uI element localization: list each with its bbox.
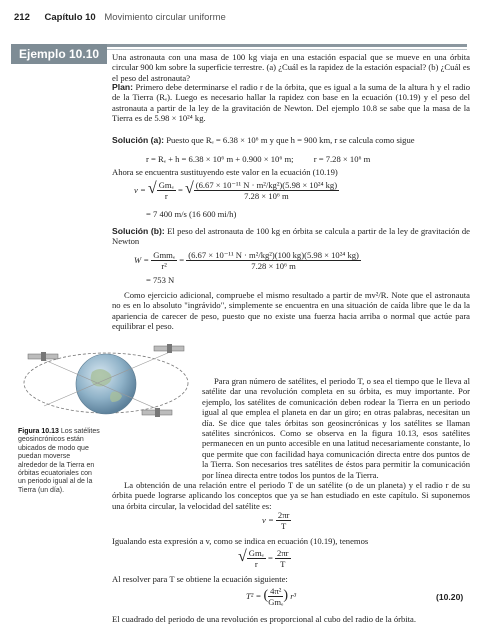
equation-equated-den: r bbox=[254, 559, 258, 570]
paragraph-relation: La obtención de una relación entre el periodo T de un satélite (o de un planeta) y el radio r de su órbita puede lograrse aplicando los conceptos que ya se han estudiado en este capítulo. Si suponemos una órbita circular, la velocidad del satélite es: bbox=[112, 480, 470, 511]
figure-caption-text: Los satélites geosincrónicos están ubicados de modo que puedan moverse alrededor de la Tierra en órbitas ecuatoriales con un periodo igual al de la Tierra (un día). bbox=[18, 428, 100, 494]
extra-exercise: Como ejercicio adicional, compruebe el mismo resultado a partir de mv²/R. Note que el astronauta no es en lo absoluto "ingrávido", simplemente se encuentra en una situación de caída libre que le da la apariencia de carecer de peso, puesto que no existe una fuerza hacia arriba o normal que actúe para equilibrar el peso. bbox=[112, 290, 470, 332]
plan-text: Primero debe determinarse el radio r de la órbita, que es igual a la suma de la altura h y el radio de la Tierra (Rₑ). Luego es necesario hallar la rapidez con base en la ecuación (10.19) y el peso del astronauta a partir de la ley de la gravitación de Newton. Del ejemplo 10.8 se sabe que la masa de la Tierra es de 5.98 × 10²⁴ kg. bbox=[112, 82, 470, 124]
banner-rule-thin bbox=[107, 49, 467, 50]
example-label: Ejemplo 10.10 bbox=[19, 47, 100, 61]
equation-equated-mid: = bbox=[268, 552, 273, 563]
substitution-text: Ahora se encuentra sustituyendo este valor en la ecuación (10.19) bbox=[112, 167, 338, 177]
equation-radius bbox=[146, 154, 370, 164]
solution-a-paragraph bbox=[112, 135, 470, 145]
equation-orbital-speed-num: 2πr bbox=[277, 510, 290, 520]
equation-equated: √ Gmₑ r = $\frac{2\pi r}{T}$ bbox=[238, 547, 289, 570]
solution-a-label: Solución (a): bbox=[112, 135, 165, 145]
figure-caption bbox=[18, 428, 100, 495]
equation-weight-num2: (6.67 × 10⁻¹¹ N · m²/kg²)(100 kg)(5.98 × 10²⁴ kg) bbox=[188, 250, 359, 260]
solution-b-label: Solución (b): bbox=[112, 226, 165, 236]
equation-equated-den2: T bbox=[280, 559, 286, 570]
solution-b-text: El peso del astronauta de 100 kg en órbita se calcula a partir de la ley de gravitación de Newton bbox=[112, 226, 470, 247]
chapter-label: Capítulo 10 bbox=[44, 12, 96, 23]
equation-speed-eq: = bbox=[177, 184, 183, 195]
equation-weight-eq: = bbox=[179, 254, 185, 265]
equation-speed-lhs: v = bbox=[134, 184, 146, 195]
equation-orbital-speed bbox=[262, 510, 291, 532]
page-header bbox=[14, 12, 226, 23]
plan-paragraph bbox=[112, 82, 470, 124]
paragraph-equating: Igualando esta expresión a v, como se indica en ecuación (10.19), tenemos bbox=[112, 536, 369, 546]
equation-speed: v = √ Gmₑ r = √ $\frac{\text{(6.67 × 10⁻¹¹ N · m²/kg²)(5.98 × 10²⁴ kg)}}{\text{7.28 × 10⁶ m}}$ bbox=[134, 179, 338, 202]
banner-rule bbox=[107, 44, 467, 47]
page-number: 212 bbox=[14, 12, 30, 23]
equation-orbital-speed-lhs: v = bbox=[262, 514, 274, 525]
equation-weight-num: Gmmₑ bbox=[153, 250, 176, 260]
equation-weight-lhs: W = bbox=[134, 254, 150, 265]
equation-equated-num: Gmₑ bbox=[248, 548, 264, 558]
equation-speed-den: r bbox=[164, 191, 168, 202]
equation-period-lhs: T² = bbox=[246, 590, 262, 601]
equation-speed-result: = 7 400 m/s (16 600 mi/h) bbox=[146, 209, 237, 219]
equation-period-den: Gmₑ bbox=[268, 597, 284, 608]
equation-radius-left: r = Rₑ + h = 6.38 × 10⁶ m + 0.900 × 10⁶ m; bbox=[146, 154, 294, 164]
equation-weight bbox=[134, 250, 361, 272]
satellite-icon bbox=[154, 344, 184, 353]
equation-speed-num: Gmₑ bbox=[158, 180, 174, 190]
equation-radius-right: r = 7.28 × 10⁶ m bbox=[313, 154, 371, 164]
equation-weight-den: r² bbox=[161, 261, 167, 272]
paragraph-period: Para gran número de satélites, el periodo T, o sea el tiempo que le lleva al satélite dar una revolución completa en su órbita, es muy importante. Por ejemplo, los satélites de comunicación deben rodear la Tierra en un periodo igual al que emplea el planeta en dar un giro; en otras palabras, necesitan un día. Se dice que tales órbitas son geosincrónicas y los satélites se llaman satélites sincrónicos. Como se observa en la figura 10.13, esos satélites permanecen en un punto accesible en una latitud necesariamente constante, lo que permite que con facilidad haya comunicación directa entre dos puntos de la Tierra. Son necesarios tres satélites de éstos para permitir la comunicación por línea directa entre todos los puntos de la Tierra. bbox=[202, 376, 470, 480]
example-statement: Una astronauta con una masa de 100 kg viaja en una estación espacial que se mueve en una órbita circular 900 km sobre la superficie terrestre. (a) ¿Cuál es la rapidez de la estación espacial? (b) ¿Cuál es el peso del astronauta? bbox=[112, 52, 470, 83]
equation-equated-num2: 2πr bbox=[277, 548, 289, 558]
equation-weight-den2: 7.28 × 10⁶ m bbox=[251, 261, 296, 272]
plan-label: Plan: bbox=[112, 82, 134, 92]
figure-caption-label: Figura 10.13 bbox=[18, 428, 59, 435]
solution-a-text: Puesto que Rₑ = 6.38 × 10⁶ m y que h = 900 km, r se calcula como sigue bbox=[166, 135, 415, 145]
chapter-title: Movimiento circular uniforme bbox=[104, 12, 226, 23]
equation-period: T² = ( 4π² Gmₑ ) r³ bbox=[246, 586, 297, 608]
geosynchronous-figure bbox=[14, 328, 194, 428]
equation-speed-den2: 7.28 × 10⁶ m bbox=[244, 191, 289, 202]
equation-weight-result: = 753 N bbox=[146, 275, 175, 285]
example-banner bbox=[11, 44, 107, 64]
paragraph-solving: Al resolver para T se obtiene la ecuación siguiente: bbox=[112, 574, 288, 584]
solution-b-paragraph bbox=[112, 226, 470, 247]
equation-speed-num2: (6.67 × 10⁻¹¹ N · m²/kg²)(5.98 × 10²⁴ kg) bbox=[195, 180, 338, 190]
paragraph-conclusion: El cuadrado del periodo de una revolución es proporcional al cubo del radio de la órbita. bbox=[112, 614, 417, 624]
equation-period-num: 4π² bbox=[270, 586, 282, 596]
equation-period-rhs: r³ bbox=[290, 590, 297, 601]
equation-orbital-speed-den: T bbox=[281, 521, 287, 532]
equation-number: (10.20) bbox=[436, 592, 464, 602]
